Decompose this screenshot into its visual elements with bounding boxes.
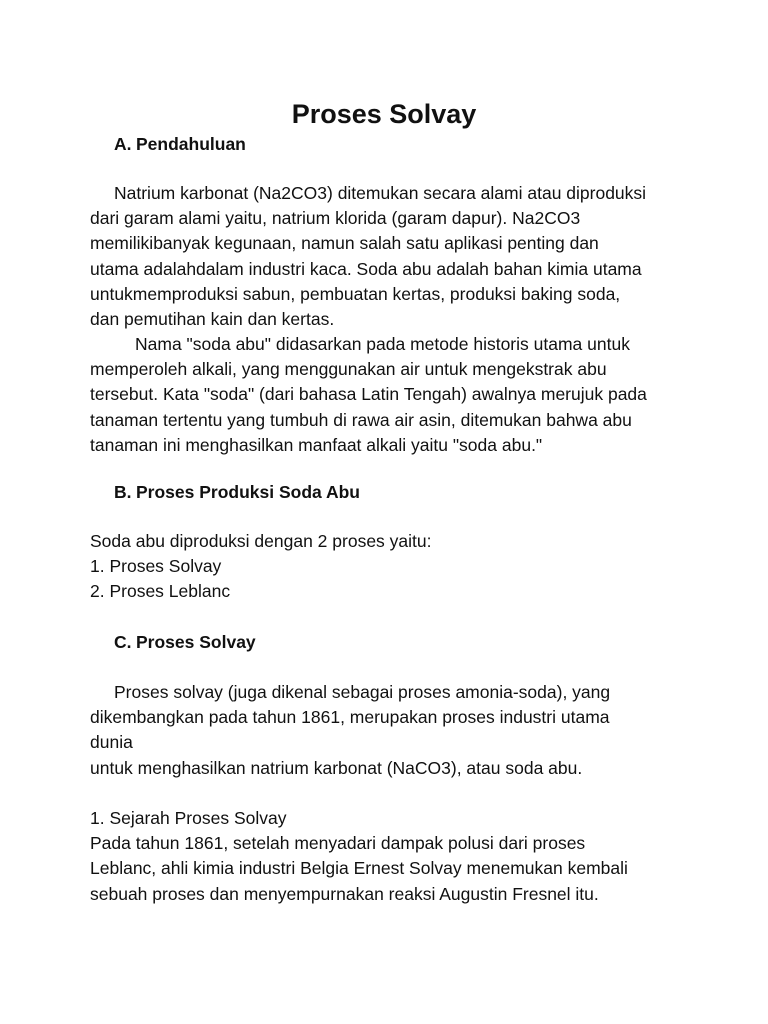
section-c-paragraph-1	[90, 680, 690, 781]
paragraph-line: tanaman ini menghasilkan manfaat alkali yaitu "soda abu."	[90, 434, 543, 455]
section-a-paragraph-2	[90, 332, 690, 458]
paragraph-line: tersebut. Kata "soda" (dari bahasa Latin Tengah) awalnya merujuk pada	[90, 384, 647, 405]
section-c-marker: C.	[114, 632, 132, 652]
paragraph-line: dikembangkan pada tahun 1861, merupakan proses industri utama	[90, 707, 610, 728]
document-title: Proses Solvay	[291, 99, 477, 129]
paragraph-line: Leblanc, ahli kimia industri Belgia Ernest Solvay menemukan kembali	[90, 858, 628, 879]
paragraph-line: utama adalahdalam industri kaca. Soda abu adalah bahan kimia utama	[90, 258, 642, 279]
section-a-title: Pendahuluan	[136, 134, 246, 154]
paragraph-line: Nama "soda abu" didasarkan pada metode historis utama untuk	[135, 334, 630, 354]
list-item: 1. Proses Solvay	[90, 556, 222, 577]
section-c-heading	[114, 630, 256, 654]
paragraph-line: untuk menghasilkan natrium karbonat (NaCO3), atau soda abu.	[90, 757, 583, 778]
subsection-title: 1. Sejarah Proses Solvay	[90, 808, 287, 828]
paragraph-line: Proses solvay (juga dikenal sebagai proses amonia-soda), yang	[114, 682, 611, 702]
section-c-title: Proses Solvay	[136, 632, 256, 652]
section-a-heading	[114, 132, 246, 156]
section-c-paragraph-2	[90, 806, 690, 907]
section-a-marker: A.	[114, 134, 132, 154]
paragraph-line: Natrium karbonat (Na2CO3) ditemukan secara alami atau diproduksi	[114, 183, 647, 203]
paragraph-line: dunia	[90, 732, 133, 753]
paragraph-line: dan pemutihan kain dan kertas.	[90, 309, 335, 330]
paragraph-line: untukmemproduksi sabun, pembuatan kertas, produksi baking soda,	[90, 283, 621, 304]
section-a-paragraph-1	[90, 181, 690, 332]
paragraph-line: tanaman tertentu yang tumbuh di rawa air asin, ditemukan bahwa abu	[90, 409, 632, 430]
section-b-marker: B.	[114, 482, 132, 502]
list-intro: Soda abu diproduksi dengan 2 proses yaitu:	[90, 531, 432, 551]
list-item: 2. Proses Leblanc	[90, 581, 231, 602]
section-b-title: Proses Produksi Soda Abu	[136, 482, 360, 502]
paragraph-line: memilikibanyak kegunaan, namun salah satu aplikasi penting dan	[90, 233, 599, 254]
paragraph-line: sebuah proses dan menyempurnakan reaksi Augustin Fresnel itu.	[90, 883, 599, 904]
paragraph-line: memperoleh alkali, yang menggunakan air untuk mengekstrak abu	[90, 359, 607, 380]
section-b-heading	[114, 480, 360, 504]
paragraph-line: Pada tahun 1861, setelah menyadari dampak polusi dari proses	[90, 833, 586, 854]
section-b-list	[90, 529, 690, 605]
paragraph-line: dari garam alami yaitu, natrium klorida (garam dapur). Na2CO3	[90, 208, 581, 229]
